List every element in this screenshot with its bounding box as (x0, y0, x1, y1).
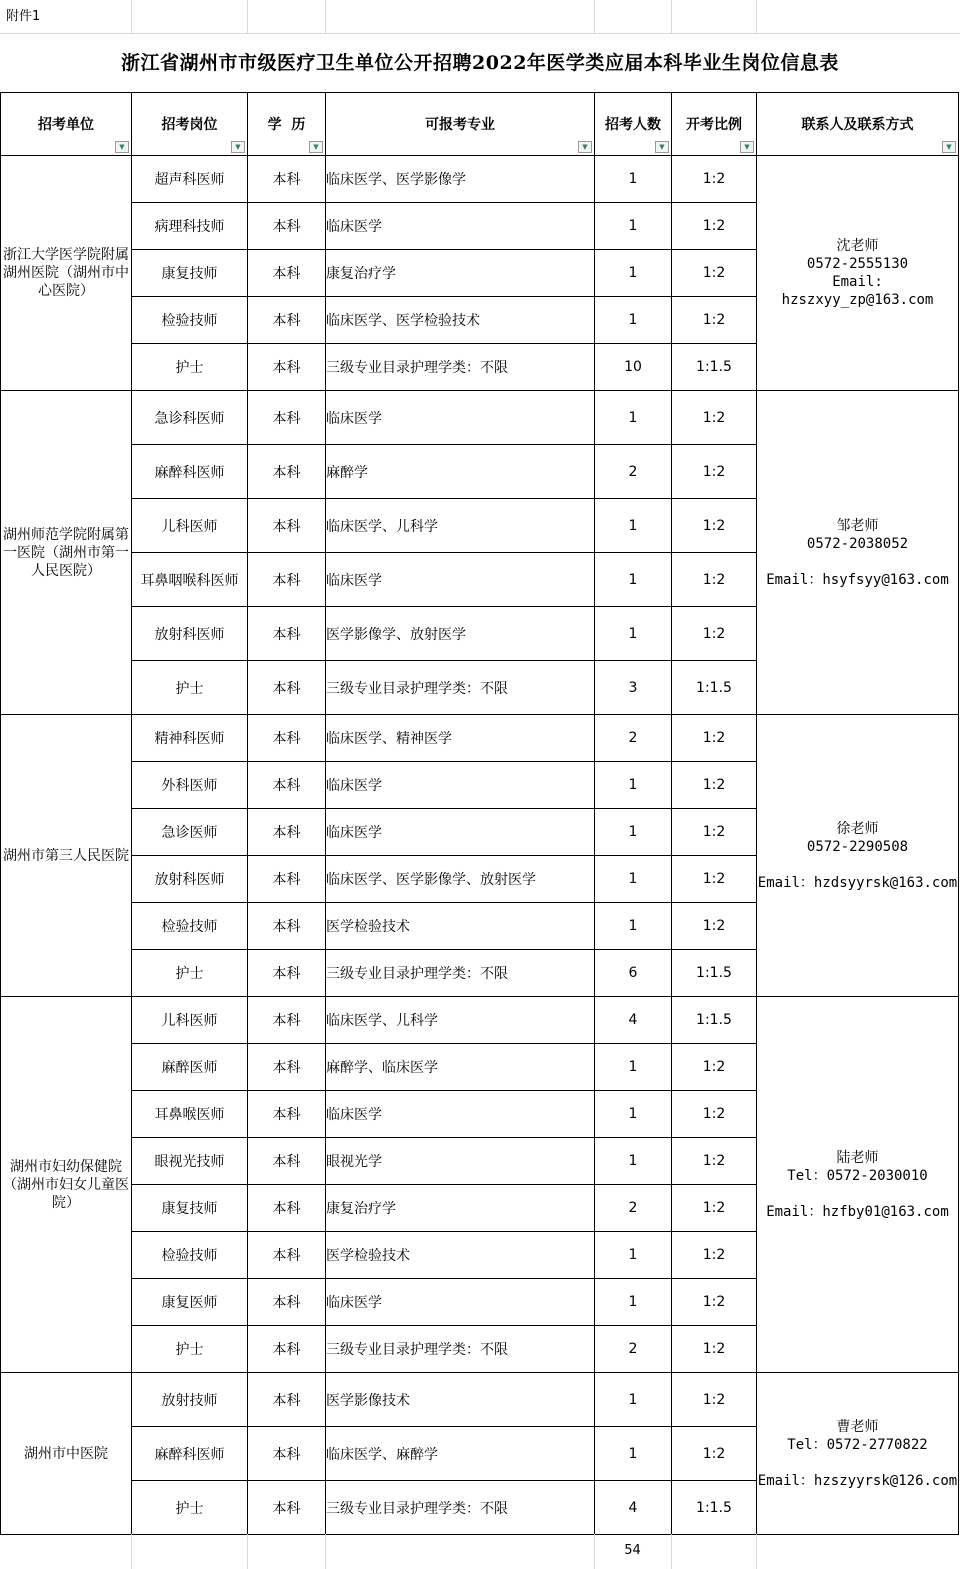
unit-name: 浙江大学医学院附属湖州医院（湖州市中心医院） (1, 156, 132, 391)
unit-name: 湖州市妇幼保健院（湖州市妇女儿童医院） (1, 997, 132, 1373)
ratio-cell: 1:2 (672, 156, 757, 203)
ratio-cell: 1:2 (672, 607, 757, 661)
count-cell: 1 (595, 297, 672, 344)
gridline (756, 1534, 757, 1569)
major-cell: 医学影像技术 (326, 1373, 595, 1427)
post-cell: 康复医师 (132, 1279, 248, 1326)
count-cell: 1 (595, 809, 672, 856)
post-cell: 儿科医师 (132, 997, 248, 1044)
ratio-cell: 1:2 (672, 1279, 757, 1326)
ratio-cell: 1:2 (672, 1427, 757, 1481)
education-cell: 本科 (248, 950, 326, 997)
column-header-major: 可报考专业 ▼ (326, 93, 595, 156)
count-cell: 1 (595, 1138, 672, 1185)
line-gap (757, 553, 958, 571)
filter-dropdown-icon[interactable]: ▼ (655, 141, 669, 153)
major-cell: 康复治疗学 (326, 250, 595, 297)
post-cell: 护士 (132, 950, 248, 997)
unit-name: 湖州市中医院 (1, 1373, 132, 1535)
contact-person: 曹老师 (836, 1418, 879, 1435)
contact-email-label: Email: (832, 274, 883, 290)
gridline (131, 1534, 132, 1569)
filter-dropdown-icon[interactable]: ▼ (115, 141, 129, 153)
education-cell: 本科 (248, 156, 326, 203)
education-cell: 本科 (248, 809, 326, 856)
ratio-cell: 1:2 (672, 1232, 757, 1279)
line-gap (757, 856, 958, 874)
column-header-ratio: 开考比例 ▼ (672, 93, 757, 156)
contact-phone: 0572-2290508 (806, 838, 909, 855)
education-cell: 本科 (248, 445, 326, 499)
ratio-cell: 1:2 (672, 553, 757, 607)
major-cell: 临床医学、麻醉学 (326, 1427, 595, 1481)
post-cell: 眼视光技师 (132, 1138, 248, 1185)
line-gap (757, 1454, 958, 1472)
post-cell: 耳鼻喉医师 (132, 1091, 248, 1138)
gridline (325, 0, 326, 33)
contact-cell (757, 391, 959, 715)
education-cell: 本科 (248, 1138, 326, 1185)
column-header-unit: 招考单位 ▼ (1, 93, 132, 156)
major-cell: 临床医学、精神医学 (326, 715, 595, 762)
education-cell: 本科 (248, 1232, 326, 1279)
education-cell: 本科 (248, 297, 326, 344)
education-cell: 本科 (248, 715, 326, 762)
gridline (247, 0, 248, 33)
education-cell: 本科 (248, 344, 326, 391)
post-cell: 儿科医师 (132, 499, 248, 553)
major-cell: 临床医学、儿科学 (326, 997, 595, 1044)
major-cell: 医学检验技术 (326, 1232, 595, 1279)
column-header-contact: 联系人及联系方式 ▼ (757, 93, 959, 156)
ratio-cell: 1:2 (672, 297, 757, 344)
major-cell: 麻醉学 (326, 445, 595, 499)
count-cell: 2 (595, 1185, 672, 1232)
count-cell: 4 (595, 997, 672, 1044)
count-cell: 2 (595, 1326, 672, 1373)
ratio-cell: 1:2 (672, 250, 757, 297)
major-cell: 临床医学、儿科学 (326, 499, 595, 553)
count-cell: 1 (595, 607, 672, 661)
gridline (594, 0, 595, 33)
post-cell: 放射科医师 (132, 607, 248, 661)
major-cell: 临床医学 (326, 203, 595, 250)
count-cell: 1 (595, 1044, 672, 1091)
contact-email: Email：hzdsyyrsk@163.com (757, 874, 958, 891)
major-cell: 三级专业目录护理学类：不限 (326, 1481, 595, 1535)
contact-cell (757, 156, 959, 391)
contact-email: Email：hzfby01@163.com (766, 1203, 949, 1220)
major-cell: 医学影像学、放射医学 (326, 607, 595, 661)
table-row (1, 997, 959, 1044)
page-title: 浙江省湖州市市级医疗卫生单位公开招聘2022年医学类应届本科毕业生岗位信息表 (121, 52, 839, 74)
gridline (131, 0, 132, 33)
post-cell: 放射科医师 (132, 856, 248, 903)
major-cell: 麻醉学、临床医学 (326, 1044, 595, 1091)
ratio-cell: 1:2 (672, 809, 757, 856)
major-cell: 临床医学 (326, 762, 595, 809)
education-cell: 本科 (248, 856, 326, 903)
contact-email: Email：hzszyyrsk@126.com (757, 1472, 958, 1489)
post-cell: 护士 (132, 661, 248, 715)
count-cell: 1 (595, 762, 672, 809)
count-cell: 1 (595, 1091, 672, 1138)
attachment-label: 附件1 (6, 9, 41, 24)
post-cell: 麻醉科医师 (132, 1427, 248, 1481)
line-gap (757, 1185, 958, 1203)
post-cell: 耳鼻咽喉科医师 (132, 553, 248, 607)
count-cell: 4 (595, 1481, 672, 1535)
post-cell: 外科医师 (132, 762, 248, 809)
major-cell: 三级专业目录护理学类：不限 (326, 1326, 595, 1373)
filter-dropdown-icon[interactable]: ▼ (942, 141, 956, 153)
count-cell: 1 (595, 903, 672, 950)
post-cell: 精神科医师 (132, 715, 248, 762)
count-cell: 1 (595, 553, 672, 607)
table-row (1, 1373, 959, 1427)
unit-name: 湖州市第三人民医院 (1, 715, 132, 997)
contact-email: hzszxyy_zp@163.com (781, 292, 934, 308)
major-cell: 三级专业目录护理学类：不限 (326, 661, 595, 715)
ratio-cell: 1:2 (672, 1326, 757, 1373)
education-cell: 本科 (248, 762, 326, 809)
ratio-cell: 1:2 (672, 445, 757, 499)
ratio-cell: 1:1.5 (672, 997, 757, 1044)
contact-phone: 0572-2555130 (806, 256, 909, 272)
major-cell: 临床医学、医学影像学、放射医学 (326, 856, 595, 903)
post-cell: 急诊科医师 (132, 391, 248, 445)
ratio-cell: 1:2 (672, 856, 757, 903)
count-cell: 1 (595, 499, 672, 553)
table-row (1, 391, 959, 445)
table-row (1, 156, 959, 203)
ratio-cell: 1:2 (672, 391, 757, 445)
count-cell: 1 (595, 391, 672, 445)
count-cell: 1 (595, 156, 672, 203)
filter-dropdown-icon[interactable]: ▼ (231, 141, 245, 153)
post-cell: 检验技师 (132, 1232, 248, 1279)
contact-cell (757, 715, 959, 997)
gridline (247, 1534, 248, 1569)
count-cell: 1 (595, 250, 672, 297)
education-cell: 本科 (248, 997, 326, 1044)
education-cell: 本科 (248, 391, 326, 445)
post-cell: 康复技师 (132, 1185, 248, 1232)
contact-person: 陆老师 (836, 1149, 879, 1166)
gridline (325, 1534, 326, 1569)
major-cell: 临床医学 (326, 391, 595, 445)
contact-phone: 0572-2038052 (806, 535, 909, 552)
major-cell: 三级专业目录护理学类：不限 (326, 344, 595, 391)
education-cell: 本科 (248, 203, 326, 250)
contact-email: Email：hsyfsyy@163.com (766, 571, 949, 588)
education-cell: 本科 (248, 499, 326, 553)
count-cell: 1 (595, 1373, 672, 1427)
post-cell: 急诊医师 (132, 809, 248, 856)
major-cell: 眼视光学 (326, 1138, 595, 1185)
post-cell: 病理科技师 (132, 203, 248, 250)
contact-phone: Tel：0572-2030010 (787, 1167, 928, 1184)
gridline (671, 1534, 672, 1569)
count-cell: 2 (595, 445, 672, 499)
major-cell: 医学检验技术 (326, 903, 595, 950)
major-cell: 临床医学 (326, 553, 595, 607)
page-number: 54 (624, 1543, 641, 1558)
count-cell: 6 (595, 950, 672, 997)
filter-dropdown-icon[interactable]: ▼ (578, 141, 592, 153)
post-cell: 护士 (132, 1481, 248, 1535)
education-cell: 本科 (248, 553, 326, 607)
education-cell: 本科 (248, 607, 326, 661)
count-cell: 10 (595, 344, 672, 391)
post-cell: 检验技师 (132, 903, 248, 950)
post-cell: 检验技师 (132, 297, 248, 344)
job-info-table (0, 92, 959, 1535)
education-cell: 本科 (248, 1279, 326, 1326)
education-cell: 本科 (248, 1044, 326, 1091)
column-header-education: 学 历 ▼ (248, 93, 326, 156)
ratio-cell: 1:2 (672, 903, 757, 950)
filter-dropdown-icon[interactable]: ▼ (740, 141, 754, 153)
ratio-cell: 1:1.5 (672, 950, 757, 997)
education-cell: 本科 (248, 903, 326, 950)
major-cell: 临床医学、医学检验技术 (326, 297, 595, 344)
column-header-count: 招考人数 ▼ (595, 93, 672, 156)
count-cell: 1 (595, 1232, 672, 1279)
count-cell: 2 (595, 715, 672, 762)
gridline (756, 0, 757, 33)
contact-cell (757, 997, 959, 1373)
contact-person: 徐老师 (836, 820, 879, 837)
education-cell: 本科 (248, 661, 326, 715)
count-cell: 1 (595, 1279, 672, 1326)
header-row (1, 93, 959, 156)
ratio-cell: 1:2 (672, 203, 757, 250)
ratio-cell: 1:1.5 (672, 344, 757, 391)
education-cell: 本科 (248, 1481, 326, 1535)
count-cell: 1 (595, 203, 672, 250)
post-cell: 超声科医师 (132, 156, 248, 203)
education-cell: 本科 (248, 250, 326, 297)
ratio-cell: 1:2 (672, 715, 757, 762)
ratio-cell: 1:2 (672, 1373, 757, 1427)
gridline (671, 0, 672, 33)
count-cell: 3 (595, 661, 672, 715)
education-cell: 本科 (248, 1091, 326, 1138)
post-cell: 麻醉医师 (132, 1044, 248, 1091)
ratio-cell: 1:2 (672, 762, 757, 809)
major-cell: 临床医学 (326, 809, 595, 856)
unit-name: 湖州师范学院附属第一医院（湖州市第一人民医院） (1, 391, 132, 715)
post-cell: 麻醉科医师 (132, 445, 248, 499)
column-header-post: 招考岗位 ▼ (132, 93, 248, 156)
ratio-cell: 1:1.5 (672, 1481, 757, 1535)
post-cell: 护士 (132, 344, 248, 391)
major-cell: 临床医学 (326, 1279, 595, 1326)
ratio-cell: 1:1.5 (672, 661, 757, 715)
post-cell: 康复技师 (132, 250, 248, 297)
ratio-cell: 1:2 (672, 1185, 757, 1232)
post-cell: 放射技师 (132, 1373, 248, 1427)
contact-cell (757, 1373, 959, 1535)
ratio-cell: 1:2 (672, 499, 757, 553)
education-cell: 本科 (248, 1373, 326, 1427)
table-row (1, 715, 959, 762)
contact-person: 沈老师 (836, 238, 879, 254)
major-cell: 三级专业目录护理学类：不限 (326, 950, 595, 997)
contact-person: 邹老师 (836, 517, 879, 534)
ratio-cell: 1:2 (672, 1138, 757, 1185)
education-cell: 本科 (248, 1326, 326, 1373)
ratio-cell: 1:2 (672, 1044, 757, 1091)
major-cell: 临床医学 (326, 1091, 595, 1138)
count-cell: 1 (595, 856, 672, 903)
education-cell: 本科 (248, 1427, 326, 1481)
major-cell: 康复治疗学 (326, 1185, 595, 1232)
ratio-cell: 1:2 (672, 1091, 757, 1138)
count-cell: 1 (595, 1427, 672, 1481)
filter-dropdown-icon[interactable]: ▼ (309, 141, 323, 153)
contact-phone: Tel：0572-2770822 (787, 1436, 928, 1453)
post-cell: 护士 (132, 1326, 248, 1373)
education-cell: 本科 (248, 1185, 326, 1232)
major-cell: 临床医学、医学影像学 (326, 156, 595, 203)
